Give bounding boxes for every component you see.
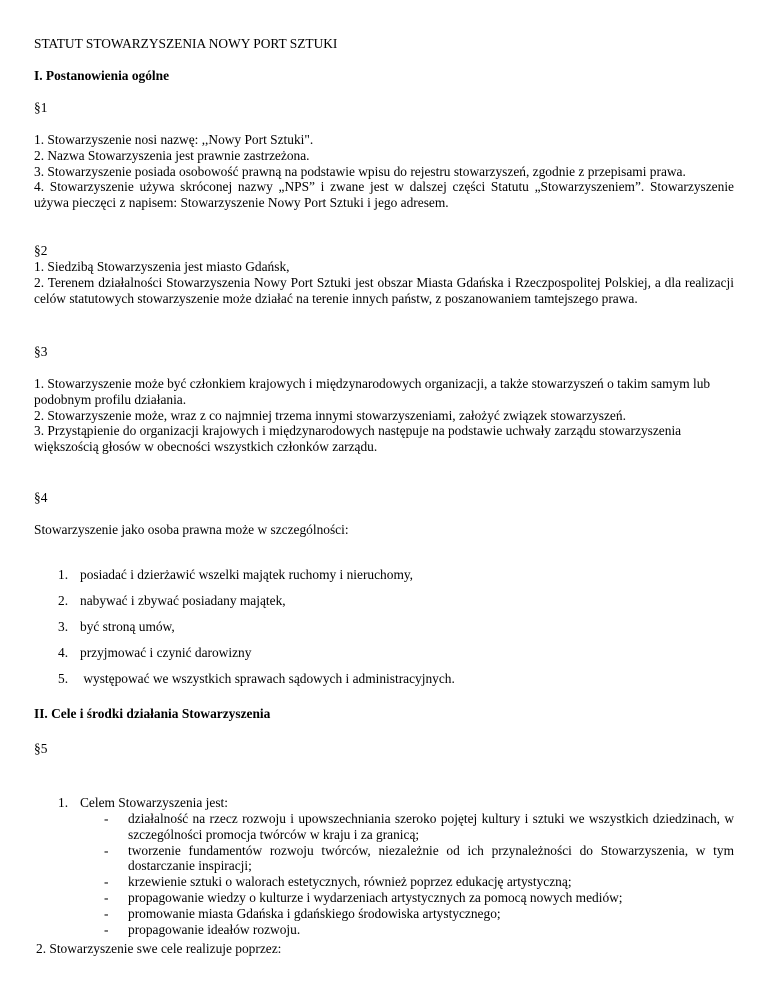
p1-line-3: 3. Stowarzyszenie posiada osobowość prawną na podstawie wpisu do rejestru stowarzyszeń, zgodnie z przepisami prawa. [34,163,686,179]
p2-line-1: 1. Siedzibą Stowarzyszenia jest miasto Gdańsk, [34,259,290,274]
list-item: - krzewienie sztuki o walorach estetycznych, również poprzez edukację artystyczną; [104,874,572,890]
p1-line-2: 2. Nazwa Stowarzyszenia jest prawnie zastrzeżona. [34,147,310,163]
paragraph-2-body [34,259,734,306]
section-heading-goals: II. Cele i środki działania Stowarzyszenia [34,706,271,721]
paragraph-1-body [34,132,734,211]
paragraph-label-3: §3 [34,344,48,359]
list-item: 5. występować we wszystkich sprawach sądowych i administracyjnych. [58,671,455,686]
paragraph-label-5: §5 [34,741,48,756]
list-item: 4. przyjmować i czynić darowizny [58,645,252,660]
list-item: - promowanie miasta Gdańska i gdańskiego środowiska artystycznego; [104,905,501,921]
paragraph-3-body [34,376,734,455]
paragraph-label-1: §1 [34,100,48,115]
paragraph-label-2: §2 [34,243,48,258]
p2-line-2: 2. Terenem działalności Stowarzyszenia Nowy Port Sztuki jest obszar Miasta Gdańska i Rzeczpospolitej Polskiej, a dla realizacji celów statutowych stowarzyszenie może działać na terenie innych państw, z poszanowaniem tamtejszego prawa. [34,274,734,306]
list-item: - tworzenie fundamentów rozwoju twórców, niezależnie od ich przynależności do Stowarzyszenia, w tym dostarczanie inspiracji; [104,842,734,874]
means-intro: 2. Stowarzyszenie swe cele realizuje poprzez: [36,941,282,956]
goals-list [104,811,734,937]
p3-line-3: 3. Przystąpienie do organizacji krajowych i międzynarodowych następuje na podstawie uchwały zarządu stowarzyszenia większością głosów w obecności wszystkich członków zarządu. [34,423,682,455]
document-title: STATUT STOWARZYSZENIA NOWY PORT SZTUKI [34,36,338,51]
paragraph-label-4: §4 [34,490,48,505]
list-item: - działalność na rzecz rozwoju i upowszechniania szeroko pojętej kultury i sztuki we wszystkich dziedzinach, w szczególności promocja twórców w kraju i za granicą; [104,811,734,842]
section-heading-general: I. Postanowienia ogólne [34,68,170,83]
list-item: 3. być stroną umów, [58,619,175,634]
list-item: 2. nabywać i zbywać posiadany majątek, [58,593,286,608]
goals-intro: 1. Celem Stowarzyszenia jest: [58,795,228,810]
p1-line-4: 4. Stowarzyszenie używa skróconej nazwy „NPS” i zwane jest w dalszej części Statutu „Stowarzyszeniem”. Stowarzyszenie używa pieczęci z napisem: Stowarzyszenie Nowy Port Sztuki i jego adresem. [34,179,734,211]
list-item: - propagowanie ideałów rozwoju. [104,921,301,937]
paragraph-4-intro: Stowarzyszenie jako osoba prawna może w szczególności: [34,522,349,537]
list-item: 1. posiadać i dzierżawić wszelki majątek ruchomy i nieruchomy, [58,567,414,582]
p1-line-1: 1. Stowarzyszenie nosi nazwę: ,,Nowy Port Sztuki". [34,132,314,147]
p3-line-2: 2. Stowarzyszenie może, wraz z co najmniej trzema innymi stowarzyszeniami, założyć związek stowarzyszeń. [34,407,626,423]
list-item: - propagowanie wiedzy o kulturze i wydarzeniach artystycznych za pomocą nowych mediów; [104,889,623,905]
p3-line-1: 1. Stowarzyszenie może być członkiem krajowych i międzynarodowych organizacji, a także stowarzyszeń o takim samym lub podobnym profilu działania. [34,376,711,407]
